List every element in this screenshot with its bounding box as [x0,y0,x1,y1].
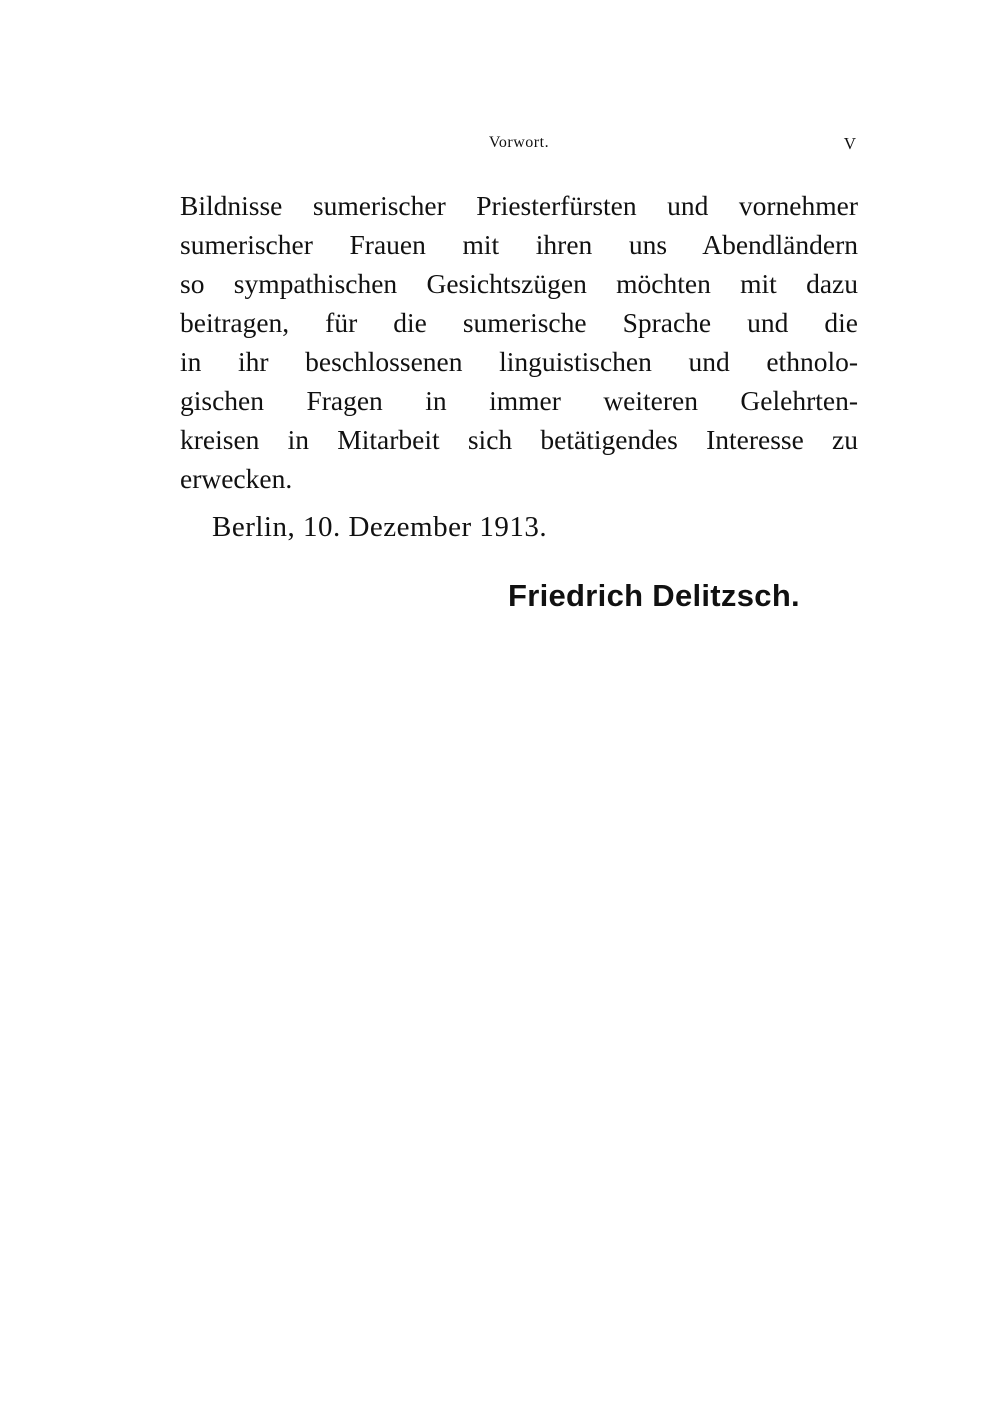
text-line: erwecken. [180,463,293,494]
text-line: gischen Fragen in immer weiteren Gelehrten- [180,385,858,416]
author-signature: Friedrich Delitzsch. [508,578,800,613]
text-line: Bildnisse sumerischer Priesterfürsten und vornehmer [180,190,858,221]
preface-paragraph [180,186,858,498]
running-head [180,134,858,158]
page-number: V [843,134,856,153]
text-line: so sympathischen Gesichtszügen möchten mit dazu [180,268,858,299]
running-title: Vorwort. [488,134,550,151]
dateline: Berlin, 10. Dezember 1913. [212,511,548,543]
text-line: beitragen, für die sumerische Sprache und die [180,307,858,338]
text-line: in ihr beschlossenen linguistischen und ethnolo- [180,346,858,377]
text-line: kreisen in Mitarbeit sich betätigendes Interesse zu [180,424,858,455]
text-line: sumerischer Frauen mit ihren uns Abendländern [180,229,858,260]
